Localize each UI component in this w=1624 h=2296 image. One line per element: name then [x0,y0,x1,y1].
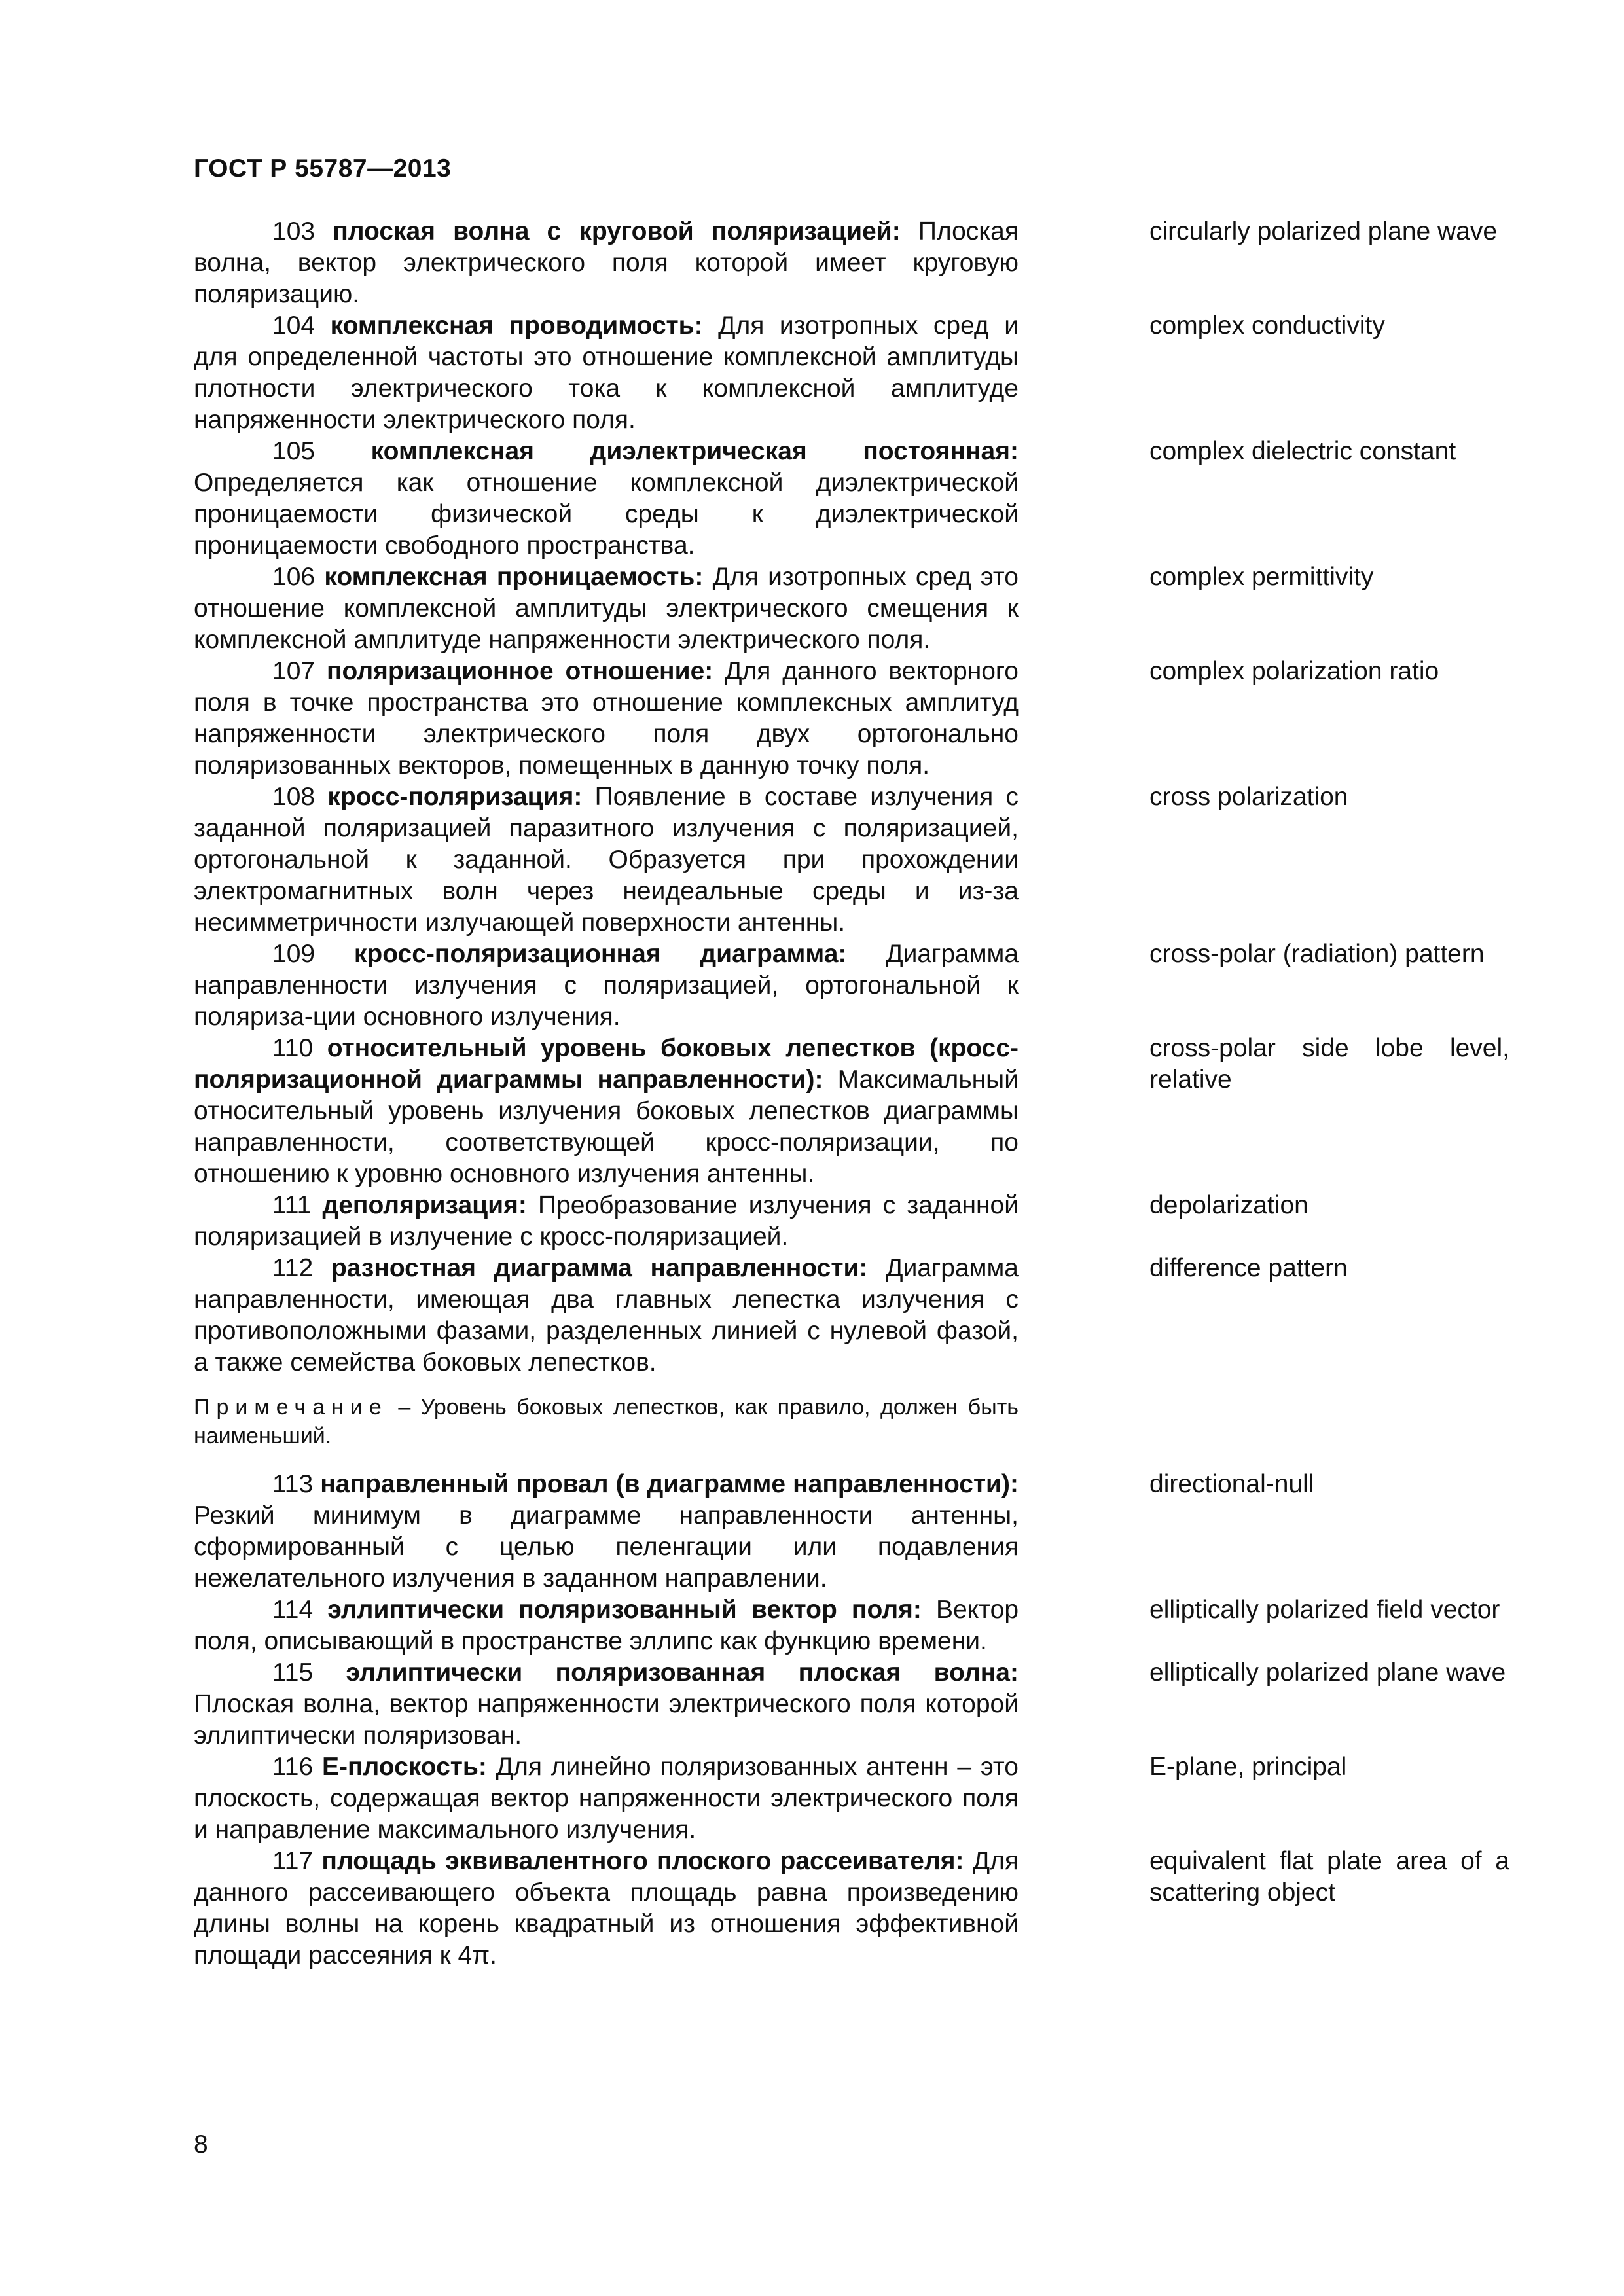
term-number: 109 [272,940,316,968]
term-entry-106 [194,562,1509,656]
term-number: 106 [272,563,316,591]
term-definition: Для данного рассеивающего объекта площадь равна произведению длины волны на корень квадратный из отношения эффективной площади рассеяния к 4π. [194,1847,1019,1969]
term-ru [194,1846,1019,1971]
term-en: complex dielectric constant [1149,437,1456,465]
term-title: поляризационное отношение: [326,657,713,685]
term-entry-113 [194,1469,1509,1594]
term-ru [194,656,1019,781]
term-number: 107 [272,657,316,685]
term-number: 111 [272,1191,312,1219]
term-definition: Максимальный относительный уровень излучения боковых лепестков диаграммы направленности, соответствующей кросс-поляризации, по отношению к уровню основного излучения антенны. [194,1066,1019,1188]
term-entry-108 [194,781,1509,939]
term-ru [194,781,1019,939]
term-number: 112 [272,1254,314,1282]
term-en: equivalent flat plate area of a scattering object [1149,1847,1509,1907]
term-ru [194,1190,1019,1253]
term-title: относительный уровень боковых лепестков (кросс-поляризационной диаграммы направленности): [194,1034,1019,1094]
term-definition: Появление в составе излучения с заданной поляризацией паразитного излучения с поляризацией, ортогональной к заданной. Образуется при прохождении электромагнитных волн через неидеальные среды и из-за несимметричности излучающей поверхности антенны. [194,783,1019,937]
term-definition: Определяется как отношение комплексной диэлектрической проницаемости физической среды к диэлектрической проницаемости свободного пространства. [194,469,1019,560]
term-ru [194,1033,1019,1190]
term-definition: Для линейно поляризованных антенн – это плоскость, содержащая вектор напряженности электрического поля и направление максимального излучения. [194,1753,1019,1844]
term-definition: Диаграмма направленности, имеющая два главных лепестка излучения с противоположными фазами, разделенных линией с нулевой фазой, а также семейства боковых лепестков. [194,1254,1019,1376]
term-entry-107 [194,656,1509,781]
term-ru [194,216,1019,310]
term-ru [194,1594,1019,1657]
terms-list [194,216,1509,1971]
term-en: elliptically polarized plane wave [1149,1659,1506,1687]
term-number: 113 [272,1470,314,1498]
term-definition: Для данного векторного поля в точке пространства это отношение комплексных амплитуд напряженности электрического поля двух ортогонально поляризованных векторов, помещенных в данную точку поля. [194,657,1019,780]
term-title: кросс-поляризация: [327,783,583,811]
term-number: 116 [272,1753,314,1781]
term-title: плоская волна с круговой поляризацией: [333,217,901,245]
term-entry-104 [194,310,1509,436]
term-ru [194,310,1019,436]
term-definition: Плоская волна, вектор электрического поля которой имеет круговую поляризацию. [194,217,1019,308]
term-ru [194,1657,1019,1751]
term-entry-103 [194,216,1509,310]
term-number: 108 [272,783,316,811]
term-ru [194,1469,1019,1594]
term-en: elliptically polarized field vector [1149,1596,1500,1624]
term-ru [194,1253,1019,1378]
term-entry-112 [194,1253,1509,1378]
term-ru [194,1751,1019,1846]
term-en: circularly polarized plane wave [1149,217,1498,245]
term-entry-109 [194,939,1509,1033]
note-text: – Уровень боковых лепестков, как правило, должен быть наименьший. [194,1395,1019,1448]
term-title: комплексная проводимость: [330,312,703,340]
term-title: площадь эквивалентного плоского рассеивателя: [321,1847,964,1875]
term-entry-105 [194,436,1509,562]
term-en: complex conductivity [1149,312,1385,340]
term-title: комплексная проницаемость: [324,563,704,591]
term-entry-115 [194,1657,1509,1751]
term-en: complex polarization ratio [1149,657,1439,685]
term-definition: Для изотропных сред это отношение комплексной амплитуды электрического смещения к комплексной амплитуде напряженности электрического поля. [194,563,1019,654]
term-title: Е-плоскость: [321,1753,487,1781]
note-label: Примечание [194,1395,388,1420]
term-entry-114 [194,1594,1509,1657]
term-number: 104 [272,312,316,340]
term-en: E-plane, principal [1149,1753,1347,1781]
term-en: depolarization [1149,1191,1308,1219]
term-ru [194,436,1019,562]
term-number: 117 [272,1847,314,1875]
term-entry-117 [194,1846,1509,1971]
page-number: 8 [194,2130,208,2159]
term-en: cross polarization [1149,783,1348,811]
term-title: комплексная диэлектрическая постоянная: [370,437,1019,465]
term-title: разностная диаграмма направленности: [331,1254,868,1282]
term-en: cross-polar side lobe level, relative [1149,1034,1509,1094]
term-title: эллиптически поляризованный вектор поля: [327,1596,922,1624]
term-title: кросс-поляризационная диаграмма: [353,940,847,968]
term-definition: Вектор поля, описывающий в пространстве эллипс как функцию времени. [194,1596,1019,1655]
term-number: 115 [272,1659,314,1687]
term-definition: Резкий минимум в диаграмме направленности антенны, сформированный с целью пеленгации или подавления нежелательного излучения в заданном направлении. [194,1501,1019,1592]
term-number: 103 [272,217,316,245]
term-title: деполяризация: [322,1191,527,1219]
term-entry-111 [194,1190,1509,1253]
term-title: направленный провал (в диаграмме направленности): [320,1470,1019,1498]
term-entry-116 [194,1751,1509,1846]
term-ru [194,939,1019,1033]
term-number: 105 [272,437,316,465]
note [194,1393,1019,1450]
term-en: complex permittivity [1149,563,1374,591]
term-definition: Преобразование излучения с заданной поляризацией в излучение с кросс-поляризацией. [194,1191,1019,1251]
term-definition: Диаграмма направленности излучения с поляризацией, ортогональной к поляриза-ции основного излучения. [194,940,1019,1031]
term-ru [194,562,1019,656]
term-en: cross-polar (radiation) pattern [1149,940,1485,968]
term-en: directional-null [1149,1470,1314,1498]
term-title: эллиптически поляризованная плоская волна: [346,1659,1019,1687]
term-definition: Плоская волна, вектор напряженности электрического поля которой эллиптически поляризован. [194,1690,1019,1749]
term-number: 114 [272,1596,314,1624]
document-header: ГОСТ Р 55787—2013 [194,154,452,183]
term-definition: Для изотропных сред и для определенной частоты это отношение комплексной амплитуды плотности электрического тока к комплексной амплитуде напряженности электрического поля. [194,312,1019,434]
term-entry-110 [194,1033,1509,1190]
term-en: difference pattern [1149,1254,1348,1282]
term-number: 110 [272,1034,314,1062]
